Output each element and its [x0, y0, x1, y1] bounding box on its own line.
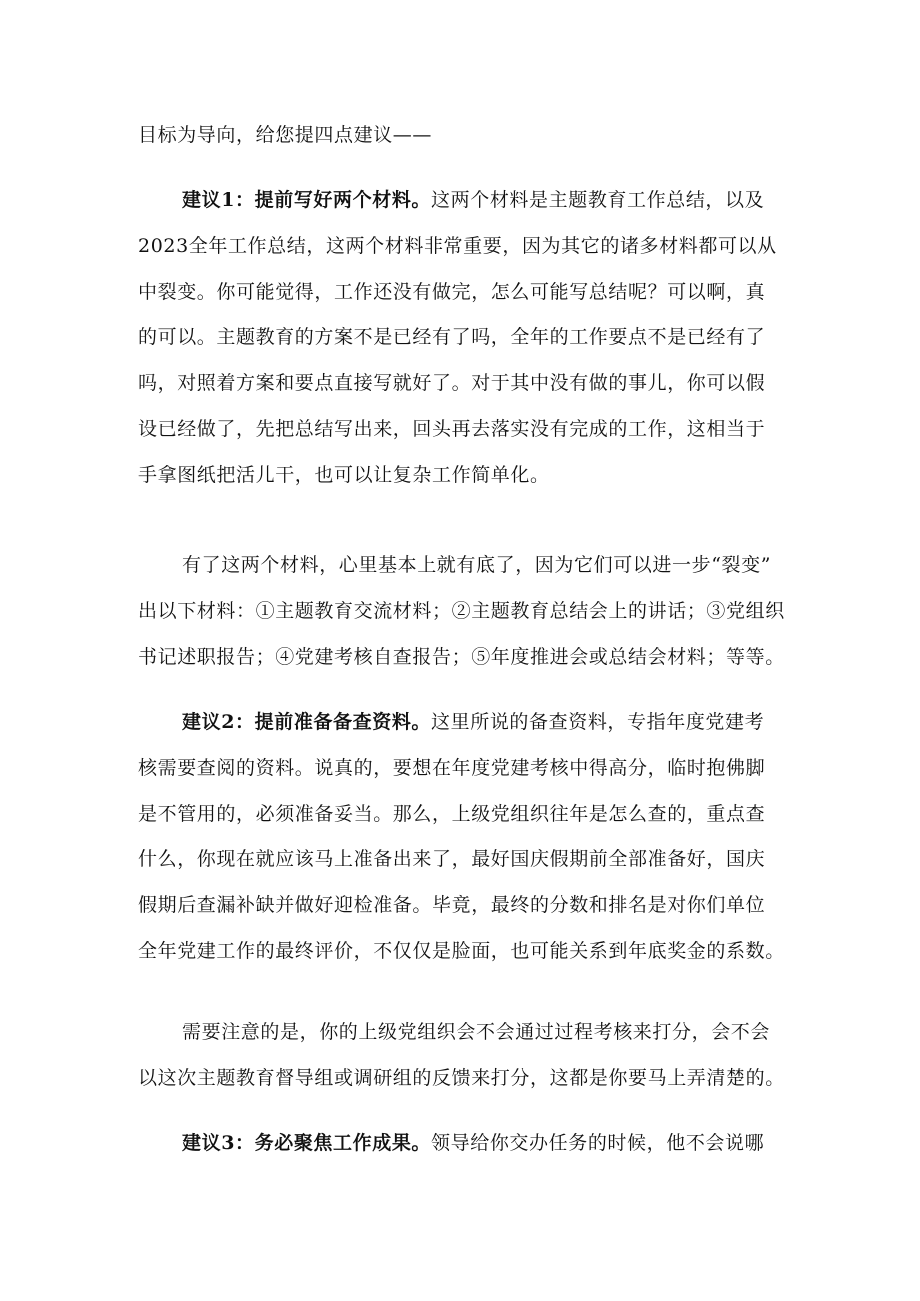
text-line: 吗，对照着方案和要点直接写就好了。对于其中没有做的事儿，你可以假: [138, 372, 766, 395]
suggestion-2-heading: 建议2：提前准备备查资料。: [182, 711, 432, 733]
text-line: 假期后查漏补缺并做好迎检准备。毕竟，最终的分数和排名是对你们单位: [138, 894, 766, 917]
notice-paragraph: [138, 1010, 798, 1102]
text-line: 目标为导向，给您提四点建议——: [138, 124, 433, 146]
text-line: [138, 178, 798, 224]
text-line: 中裂变。你可能觉得，工作还没有做完，怎么可能写总结呢？可以啊，真: [138, 280, 766, 303]
text-line: [138, 1121, 798, 1167]
intro-paragraph: [138, 113, 798, 159]
suggestion-3-text: 领导给你交办任务的时候，他不会说哪: [431, 1132, 765, 1154]
suggestion-3-paragraph: [138, 1121, 798, 1167]
text-line: 需要注意的是，你的上级党组织会不会通过过程考核来打分，会不会: [182, 1021, 771, 1043]
text-line: 的可以。主题教育的方案不是已经有了吗，全年的工作要点不是已经有了: [138, 326, 766, 349]
text-line: 2023全年工作总结，这两个材料非常重要，因为其它的诸多材料都可以从: [138, 234, 777, 257]
text-line: 以这次主题教育督导组或调研组的反馈来打分，这都是你要马上弄清楚的。: [138, 1066, 785, 1089]
text-line: 什么，你现在就应该马上准备出来了，最好国庆假期前全部准备好，国庆: [138, 848, 766, 871]
text-line: 出以下材料：①主题教育交流材料；②主题教育总结会上的讲话；③党组织: [138, 599, 785, 622]
text-line: 核需要查阅的资料。说真的，要想在年度党建考核中得高分，临时抱佛脚: [138, 756, 766, 779]
suggestion-1-heading: 建议1：提前写好两个材料。: [182, 189, 432, 211]
text-line: [138, 700, 798, 746]
text-line: 全年党建工作的最终评价，不仅仅是脸面，也可能关系到年底奖金的系数。: [138, 939, 785, 962]
text-line: 手拿图纸把活儿干，也可以让复杂工作简单化。: [138, 463, 550, 486]
suggestion-1-text: 这两个材料是主题教育工作总结，以及: [431, 189, 765, 211]
text-line: 是不管用的，必须准备妥当。那么，上级党组织往年是怎么查的，重点查: [138, 802, 766, 825]
suggestion-1-paragraph: [138, 178, 798, 499]
text-line: 设已经做了，先把总结写出来，回头再去落实没有完成的工作，这相当于: [138, 417, 766, 440]
text-line: 有了这两个材料，心里基本上就有底了，因为它们可以进一步“裂变”: [182, 554, 772, 576]
suggestion-3-heading: 建议3：务必聚焦工作成果。: [182, 1132, 432, 1154]
suggestion-2-paragraph: [138, 700, 798, 975]
suggestion-2-text: 这里所说的备查资料，专指年度党建考: [431, 711, 765, 733]
materials-paragraph: [138, 543, 798, 680]
text-line: 书记述职报告；④党建考核自查报告；⑤年度推进会或总结会材料；等等。: [138, 645, 785, 668]
